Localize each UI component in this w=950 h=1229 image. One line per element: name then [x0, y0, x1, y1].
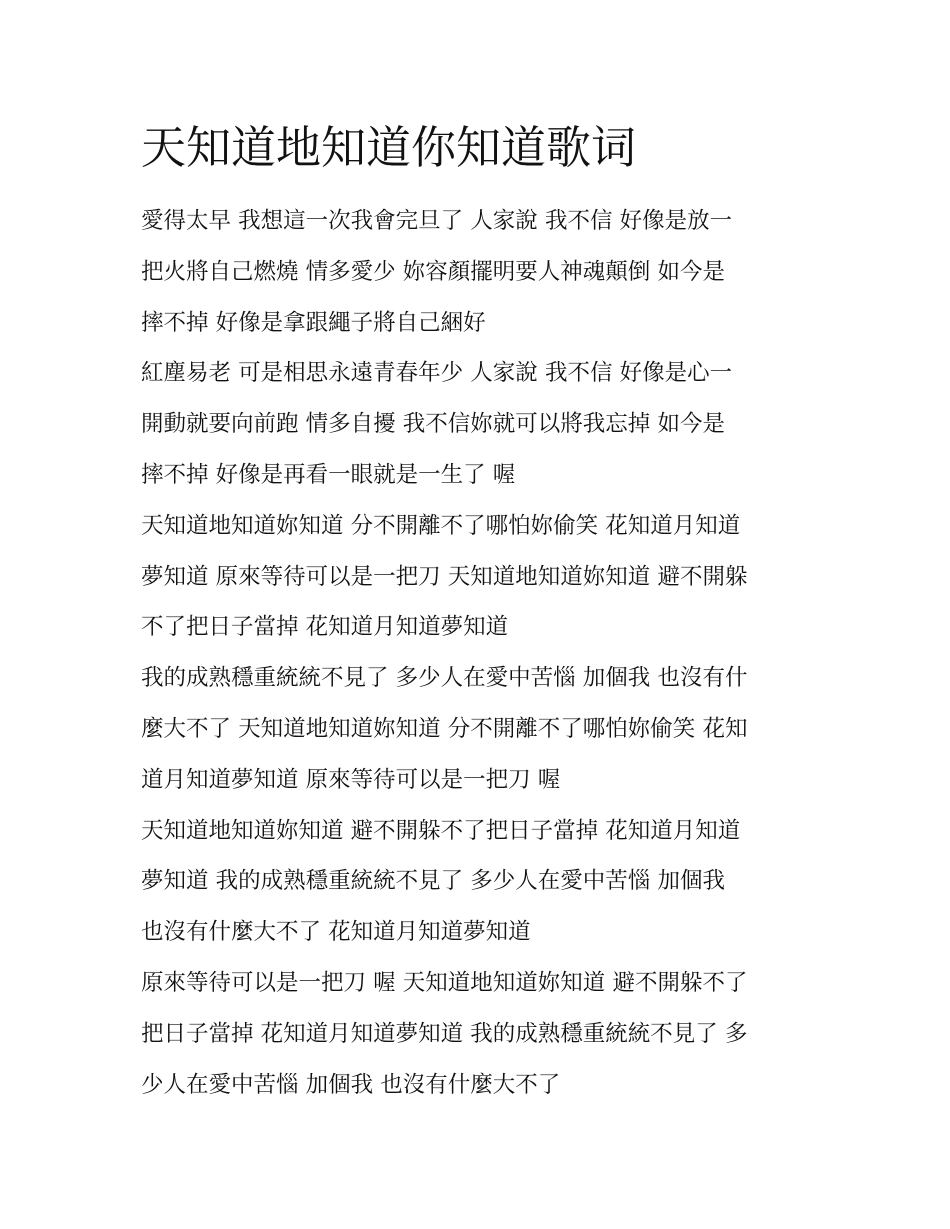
lyric-line: 也沒有什麼大不了 花知道月知道夢知道 [141, 919, 531, 946]
lyric-line: 開動就要向前跑 情多自擾 我不信妳就可以將我忘掉 如今是 [141, 411, 725, 438]
lyrics-body [141, 196, 821, 1110]
lyric-line: 愛得太早 我想這一次我會完旦了 人家說 我不信 好像是放一 [141, 208, 733, 234]
lyric-line: 少人在愛中苦惱 加個我 也沒有什麼大不了 [141, 1071, 561, 1098]
lyric-line: 原來等待可以是一把刀 喔 天知道地知道妳知道 避不開躲不了 [141, 969, 748, 996]
lyric-line: 把火將自己燃燒 情多愛少 妳容顏擺明要人神魂顛倒 如今是 [141, 258, 725, 285]
lyric-line: 摔不掉 好像是再看一眼就是一生了 喔 [141, 461, 516, 488]
lyric-line: 紅塵易老 可是相思永遠青春年少 人家說 我不信 好像是心一 [141, 360, 733, 387]
lyric-line: 夢知道 原來等待可以是一把刀 天知道地知道妳知道 避不開躲 [141, 563, 748, 590]
lyric-line: 把日子當掉 花知道月知道夢知道 我的成熟穩重統統不見了 多 [141, 1020, 748, 1047]
lyric-line: 摔不掉 好像是拿跟繩子將自己綑好 [141, 309, 486, 336]
lyric-line: 夢知道 我的成熟穩重統統不見了 多少人在愛中苦惱 加個我 [141, 868, 725, 895]
lyric-line: 天知道地知道妳知道 分不開離不了哪怕妳偷笑 花知道月知道 [141, 512, 741, 539]
lyric-line: 天知道地知道妳知道 避不開躲不了把日子當掉 花知道月知道 [141, 817, 741, 844]
lyric-line: 不了把日子當掉 花知道月知道夢知道 [141, 614, 509, 641]
lyric-line: 我的成熟穩重統統不見了 多少人在愛中苦惱 加個我 也沒有什 [141, 665, 748, 692]
page-title: 天知道地知道你知道歌词 [141, 121, 637, 174]
lyric-line: 麼大不了 天知道地知道妳知道 分不開離不了哪怕妳偷笑 花知 [141, 715, 748, 742]
lyric-line: 道月知道夢知道 原來等待可以是一把刀 喔 [141, 766, 561, 793]
